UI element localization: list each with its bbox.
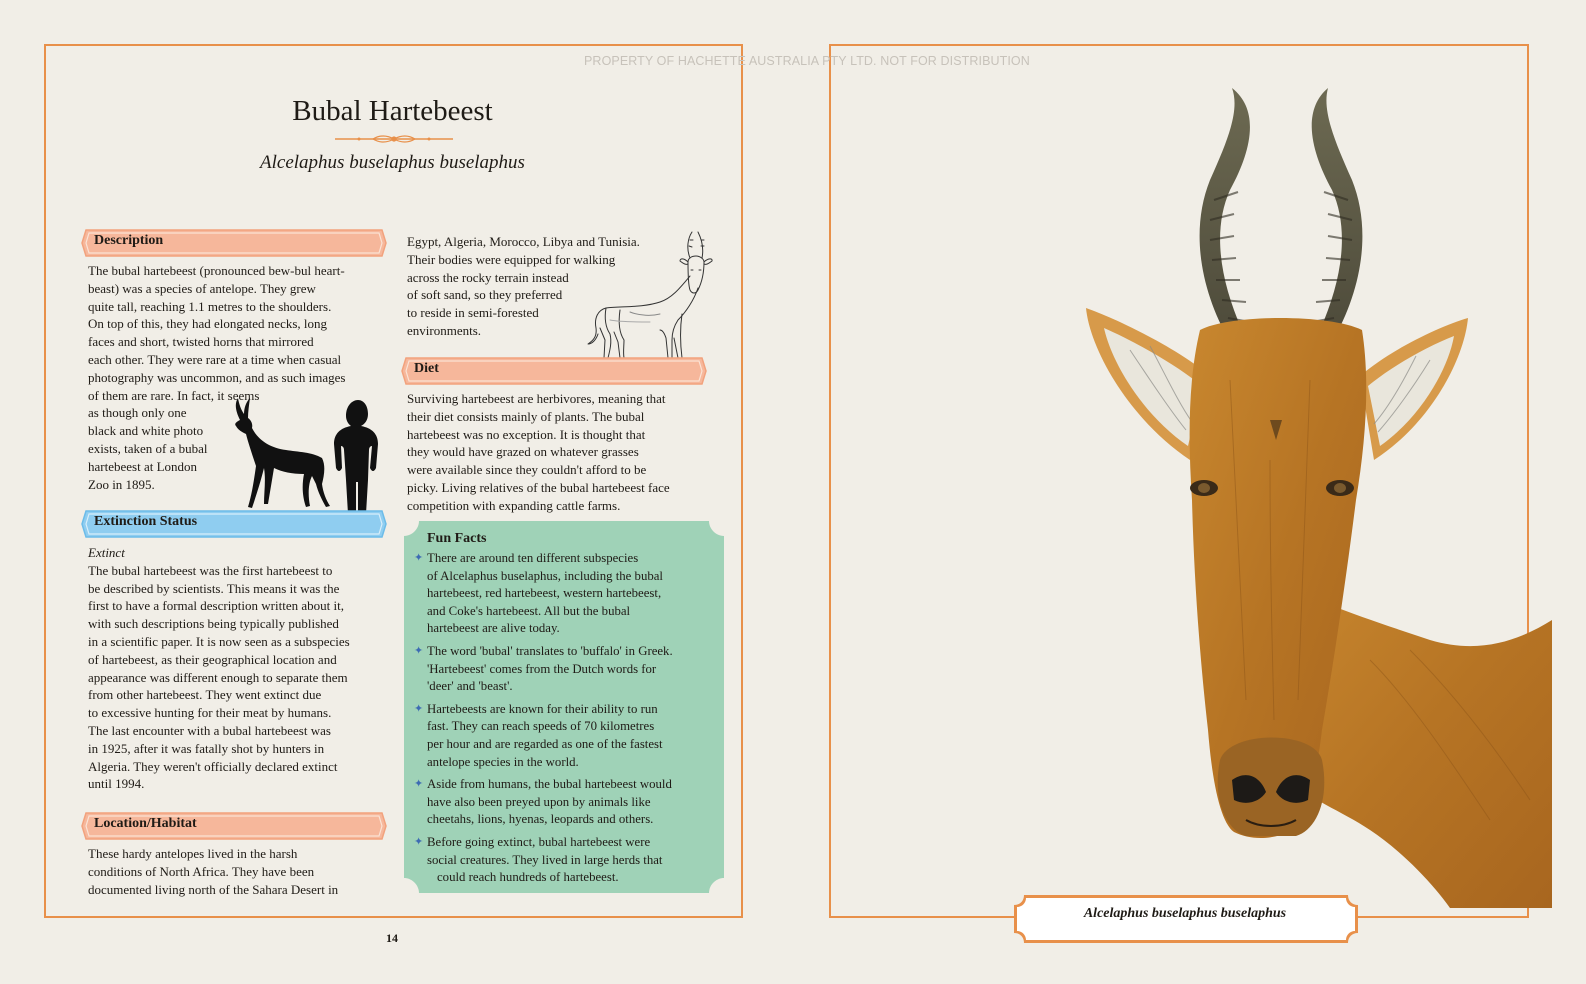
text-line: were available since they couldn't afford to be (407, 462, 647, 478)
text-line: fast. They can reach speeds of 70 kilometres (427, 719, 655, 734)
hartebeest-portrait-icon (1070, 80, 1556, 910)
text-line: quite tall, reaching 1.1 metres to the shoulders. (88, 298, 332, 314)
text-line: black and white photo (88, 423, 204, 439)
text-line: cheetahs, lions, hyenas, leopards and others. (427, 812, 654, 827)
text-line: of hartebeest, as their geographical location and (88, 651, 337, 667)
text-line: Their bodies were equipped for walking (407, 251, 616, 267)
text-line: first to have a formal description written about it, (88, 598, 344, 614)
text-line: of them are rare. In fact, it seems (88, 387, 260, 403)
text-line: photography was uncommon, and as such images (88, 369, 346, 385)
star-bullet-icon: ✦ (414, 778, 424, 791)
text-line: from other hartebeest. They went extinct due (88, 687, 322, 703)
diet-label (400, 356, 708, 386)
text-line: There are around ten different subspecies (427, 551, 639, 565)
text-line: Zoo in 1895. (88, 476, 155, 492)
text-line: picky. Living relatives of the bubal hartebeest face (407, 479, 670, 495)
extinction-status-label (80, 509, 388, 539)
text-line: competition with expanding cattle farms. (407, 497, 621, 513)
hartebeest-sketch-icon (580, 228, 720, 362)
text-line: 'deer' and 'beast'. (427, 679, 513, 694)
text-line: faces and short, twisted horns that mirrored (88, 334, 314, 350)
text-line: across the rocky terrain instead (407, 269, 569, 285)
text-line: 'Hartebeest' comes from the Dutch words for (427, 661, 657, 676)
diet-heading: Diet (414, 361, 439, 376)
text-line: Egypt, Algeria, Morocco, Libya and Tunisia. (407, 234, 640, 249)
scientific-name: Alcelaphus buselaphus buselaphus (260, 152, 525, 173)
location-habitat-heading: Location/Habitat (94, 816, 197, 831)
text-line: antelope species in the world. (427, 754, 579, 769)
extinction-status-heading: Extinction Status (94, 514, 198, 529)
text-line: hartebeest was no exception. It is thought that (407, 426, 646, 442)
text-line: beast) was a species of antelope. They grew (88, 280, 316, 296)
text-line: environments. (407, 322, 482, 338)
text-line: The word 'bubal' translates to 'buffalo' in Greek. (427, 643, 673, 658)
description-label (80, 228, 388, 258)
text-line: have also been preyed upon by animals like (427, 794, 651, 809)
star-bullet-icon: ✦ (414, 552, 424, 564)
text-line: The bubal hartebeest (pronounced bew-bul heart- (88, 263, 345, 278)
text-line: of Alcelaphus buselaphus, including the bubal (427, 568, 663, 583)
text-line: documented living north of the Sahara Desert in (88, 881, 339, 897)
text-line: in a scientific paper. It is now seen as a subspecies (88, 633, 350, 649)
text-line: per hour and are regarded as one of the fastest (427, 736, 663, 751)
text-line: of soft sand, so they preferred (407, 287, 563, 303)
text-line: The bubal hartebeest was the first hartebeest to (88, 562, 333, 578)
text-line: exists, taken of a bubal (88, 440, 208, 456)
text-line: social creatures. They lived in large herds that (427, 852, 663, 867)
text-line: each other. They were rare at a time when casual (88, 351, 342, 367)
fun-facts-heading: Fun Facts (427, 531, 487, 546)
fun-fact-item (414, 701, 710, 771)
text-line: Hartebeests are known for their ability to run (427, 701, 658, 716)
title-ornament-icon (333, 131, 455, 147)
text-line: Aside from humans, the bubal hartebeest would (427, 777, 672, 792)
star-bullet-icon: ✦ (414, 644, 424, 657)
text-line: hartebeest, red hartebeest, western hartebeest, (427, 586, 662, 601)
text-line: hartebeest at London (88, 458, 198, 474)
location-habitat-label (80, 811, 388, 841)
text-line: could reach hundreds of hartebeest. (437, 870, 619, 885)
fun-fact-item (414, 776, 710, 829)
text-line: The last encounter with a bubal hartebeest was (88, 722, 331, 738)
text-line: and Coke's hartebeest. All but the bubal (427, 603, 631, 618)
text-line: These hardy antelopes lived in the harsh (88, 846, 298, 861)
star-bullet-icon: ✦ (414, 702, 424, 715)
text-line: until 1994. (88, 776, 145, 792)
hartebeest-silhouette-icon (226, 392, 386, 520)
page-title: Bubal Hartebeest (292, 95, 493, 127)
text-line: Before going extinct, bubal hartebeest were (427, 834, 651, 849)
text-line: to reside in semi-forested (407, 305, 539, 321)
text-line: appearance was different enough to separate them (88, 669, 348, 685)
text-line: hartebeest are alive today. (427, 621, 560, 636)
text-line: with such descriptions being typically published (88, 616, 339, 632)
text-line: Algeria. They weren't officially declared extinct (88, 758, 338, 774)
extinction-status-value: Extinct (88, 545, 125, 560)
fun-fact-item (414, 550, 710, 638)
text-line: as though only one (88, 405, 187, 421)
location-text (88, 845, 388, 898)
text-line: in 1925, after it was fatally shot by hunters in (88, 740, 325, 756)
illustration-caption: Alcelaphus buselaphus buselaphus (1083, 906, 1287, 921)
text-line: their diet consists mainly of plants. The bubal (407, 408, 645, 424)
text-line: be described by scientists. This means it was the (88, 580, 340, 596)
extinction-text (88, 544, 388, 793)
text-line: Surviving hartebeest are herbivores, meaning that (407, 391, 666, 406)
page-number: 14 (386, 931, 398, 945)
fun-fact-item (414, 643, 710, 696)
star-bullet-icon: ✦ (414, 835, 424, 848)
text-line: they would have grazed on whatever grasses (407, 444, 639, 460)
watermark: PROPERTY OF HACHETTE AUSTRALIA PTY LTD. NOT FOR DISTRIBUTION (584, 54, 1030, 68)
fun-facts-list (414, 550, 710, 892)
text-line: to excessive hunting for their meat by humans. (88, 705, 332, 721)
description-heading: Description (94, 233, 164, 248)
text-line: On top of this, they had elongated necks, long (88, 316, 328, 332)
fun-fact-item (414, 834, 710, 887)
diet-text (407, 390, 707, 515)
text-line: conditions of North Africa. They have been (88, 863, 315, 879)
